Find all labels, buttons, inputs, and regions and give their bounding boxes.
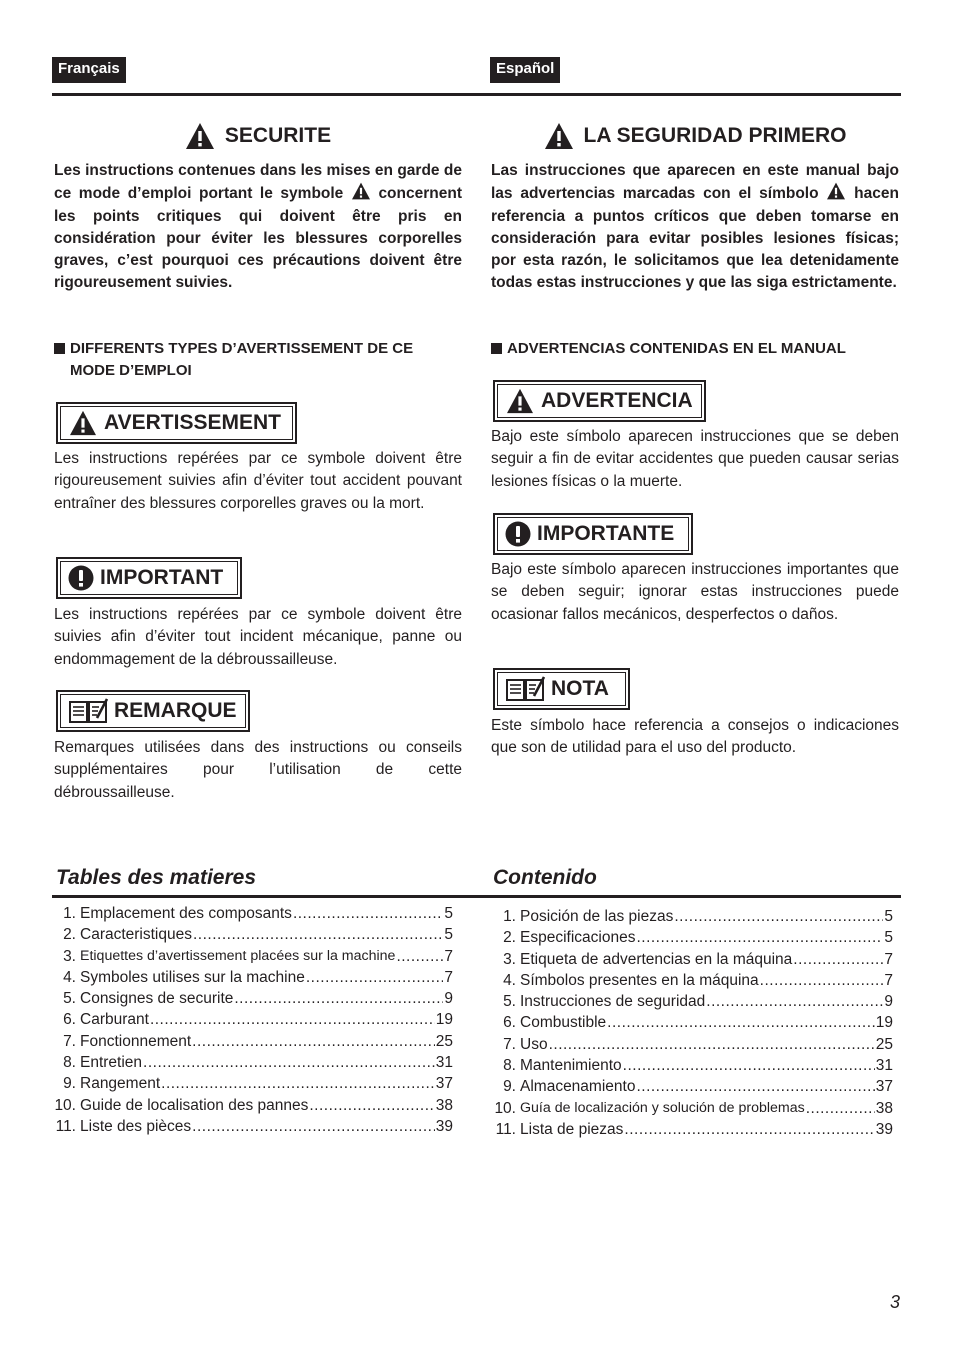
toc-entry-label: Entretien (80, 1054, 143, 1072)
toc-entry (490, 970, 893, 991)
importante-label: IMPORTANTE (537, 522, 675, 545)
toc-leader-dots (306, 967, 444, 988)
toc-leader-dots (793, 949, 883, 970)
page-number: 3 (889, 1292, 900, 1312)
open-book-note-icon (505, 676, 545, 702)
toc-entry-label: Etiquettes d’avertissement placées sur la machine (80, 947, 396, 964)
french-note-text: Remarques utilisées dans des instructions ou conseils supplémentaires pour l’utilisation de cette débroussailleuse. (54, 739, 462, 801)
spanish-intro-text-b: hacen referencia a puntos críticos que deben tomarse en consideración para evitar posibles lesiones físicas; por esta razón, le solicitamos que lea detenidamente todas estas instrucciones y que las siga estrictamente. (491, 185, 899, 292)
toc-entry-number: 1. (503, 908, 516, 925)
spanish-intro-text-a: Las instrucciones que aparecen en este manual bajo las advertencias marcadas con el símbolo (491, 162, 899, 203)
toc-entry-label: Uso (520, 1035, 548, 1053)
spanish-safety-title-text: LA SEGURIDAD PRIMERO (583, 124, 847, 147)
toc-leader-dots (161, 1073, 435, 1094)
toc-entry-number: 10. (54, 1096, 76, 1114)
toc-spanish-list (490, 906, 893, 1140)
toc-leader-dots (624, 1119, 874, 1140)
toc-entry (50, 1073, 453, 1094)
toc-entry-label: Etiqueta de advertencias en la máquina (520, 950, 793, 968)
toc-leader-dots (623, 1055, 875, 1076)
toc-entry (50, 1052, 453, 1073)
french-intro-text-b: concernent les points critiques qui doivent être pris en considération pour éviter les blessures corporelles graves, c’est pourquoi ces précautions doivent être rigoureusement suivies. (54, 185, 462, 292)
french-intro (54, 160, 462, 295)
toc-entry (490, 1098, 893, 1119)
warning-triangle-icon (185, 122, 215, 150)
toc-entry (50, 946, 453, 967)
toc-entry-page: 5 (444, 926, 453, 944)
warning-triangle-icon-inline (826, 182, 846, 200)
toc-entry-page: 7 (444, 947, 453, 965)
toc-entry-number: 11. (495, 1120, 516, 1138)
toc-entry-number: 5. (503, 993, 516, 1011)
toc-entry-page: 5 (884, 908, 893, 925)
spanish-warning-description (491, 426, 899, 493)
toc-leader-dots (674, 906, 883, 927)
toc-entry-number: 2. (503, 929, 516, 947)
toc-entry (490, 1076, 893, 1097)
spanish-section-heading (491, 338, 899, 360)
toc-entry-page: 38 (435, 1096, 453, 1114)
toc-entry (50, 1009, 453, 1030)
toc-entry (50, 924, 453, 945)
toc-entry-number: 6. (63, 1011, 76, 1029)
toc-entry (50, 967, 453, 988)
spanish-warning-text: Bajo este símbolo aparecen instrucciones que se deben seguir a fin de evitar accidentes que pueden causar serias lesiones físicas o la muerte. (491, 428, 899, 490)
toc-leader-dots (396, 946, 443, 967)
toc-entry-label: Símbolos presentes en la máquina (520, 971, 759, 989)
toc-entry-page: 25 (435, 1032, 453, 1050)
toc-entry-page: 39 (435, 1117, 453, 1135)
toc-entry-page: 9 (444, 990, 453, 1008)
toc-entry-number: 3. (503, 950, 516, 968)
toc-entry (490, 1119, 893, 1140)
spanish-section-heading-text: ADVERTENCIAS CONTENIDAS EN EL MANUAL (507, 340, 846, 357)
importante-label-box (493, 513, 693, 555)
language-tag-spanish: Español (490, 57, 560, 83)
toc-entry-label: Combustible (520, 1014, 607, 1032)
toc-entry-label: Emplacement des composants (80, 905, 292, 922)
advertencia-label-box (493, 380, 706, 422)
toc-entry-number: 8. (503, 1057, 516, 1075)
toc-entry-label: Lista de piezas (520, 1120, 624, 1138)
toc-entry-number: 3. (63, 947, 76, 965)
important-label: IMPORTANT (100, 566, 224, 589)
toc-entry-number: 11. (55, 1117, 76, 1135)
french-warning-description (54, 448, 462, 515)
important-label-box (56, 557, 242, 599)
toc-spanish-title: Contenido (493, 866, 597, 889)
toc-entry-page: 39 (875, 1120, 893, 1138)
toc-entry-number: 9. (63, 1075, 76, 1093)
spanish-note-description (491, 715, 899, 760)
toc-leader-dots (293, 903, 443, 924)
toc-leader-dots (192, 1031, 435, 1052)
toc-entry (50, 1116, 453, 1137)
toc-entry-page: 7 (444, 968, 453, 986)
french-intro-text-a: Les instructions contenues dans les mises en garde de ce mode d’emploi portant le symbole (54, 162, 462, 203)
french-safety-title-text: SECURITE (224, 124, 332, 147)
toc-entry-page: 9 (884, 993, 893, 1011)
toc-entry-label: Carburant (80, 1011, 149, 1029)
language-tag-french: Français (52, 57, 126, 83)
toc-entry (490, 927, 893, 948)
advertencia-label: ADVERTENCIA (541, 389, 693, 412)
toc-leader-dots (192, 1116, 435, 1137)
spanish-important-description (491, 559, 899, 626)
toc-entry-number: 4. (63, 968, 76, 986)
french-section-heading-text: DIFFERENTS TYPES D’AVERTISSEMENT DE CE MODE D’EMPLOI (70, 340, 414, 379)
toc-entry-number: 9. (503, 1078, 516, 1096)
toc-entry (490, 1012, 893, 1033)
toc-entry (50, 1095, 453, 1116)
french-safety-title (54, 120, 462, 152)
toc-entry-label: Almacenamiento (520, 1078, 636, 1096)
toc-leader-dots (760, 970, 884, 991)
warning-triangle-icon (68, 410, 98, 436)
toc-leader-dots (309, 1095, 434, 1116)
remarque-label: REMARQUE (114, 699, 237, 722)
toc-entry-number: 10. (494, 1099, 516, 1117)
warning-triangle-icon-inline (351, 182, 371, 200)
french-safety-section (54, 120, 462, 295)
toc-entry (50, 988, 453, 1009)
toc-french-title: Tables des matieres (56, 866, 256, 889)
spanish-warning-types-heading (491, 338, 899, 360)
spanish-safety-section (491, 120, 899, 295)
toc-entry-label: Consignes de securite (80, 990, 234, 1008)
toc-entry (490, 1034, 893, 1055)
toc-entry-label: Fonctionnement (80, 1032, 192, 1050)
french-warning-text: Les instructions repérées par ce symbole doivent être rigoureusement suivies afin d’éviter tout accident pouvant entraîner des blessures corporelles graves ou la mort. (54, 450, 462, 512)
toc-rule (52, 895, 901, 898)
toc-entry-page: 25 (875, 1035, 893, 1053)
toc-entry-number: 1. (63, 905, 76, 922)
toc-leader-dots (806, 1098, 875, 1119)
toc-entry-label: Caracteristiques (80, 926, 192, 944)
toc-leader-dots (636, 927, 883, 948)
avertissement-label: AVERTISSEMENT (104, 411, 281, 434)
spanish-note-text: Este símbolo hace referencia a consejos o indicaciones que son de utilidad para el uso del producto. (491, 717, 899, 757)
exclamation-circle-icon (68, 565, 94, 591)
nota-label-box (493, 668, 630, 710)
toc-entry-number: 6. (503, 1014, 516, 1032)
open-book-note-icon (68, 698, 108, 724)
toc-entry-page: 37 (435, 1075, 453, 1093)
french-warning-types-heading (54, 338, 462, 382)
spanish-important-text: Bajo este símbolo aparecen instrucciones importantes que se deben seguir; ignorar estas instrucciones puede ocasionar fallos mecánicos, desperfectos o daños. (491, 561, 899, 623)
warning-triangle-icon (544, 122, 574, 150)
toc-entry (490, 1055, 893, 1076)
toc-entry-label: Mantenimiento (520, 1057, 622, 1075)
toc-entry-page: 31 (435, 1054, 453, 1072)
toc-entry-label: Guide de localisation des pannes (80, 1096, 309, 1114)
toc-leader-dots (636, 1076, 874, 1097)
spanish-safety-title (491, 120, 899, 152)
square-bullet-icon (491, 343, 502, 354)
french-important-description (54, 604, 462, 671)
toc-entry (490, 991, 893, 1012)
toc-entry (490, 949, 893, 970)
toc-entry-page: 5 (884, 929, 893, 947)
french-important-text: Les instructions repérées par ce symbole doivent être suivies afin d’éviter tout incident mécanique, panne ou endommagement de la débroussailleuse. (54, 606, 462, 668)
toc-entry-page: 7 (884, 971, 893, 989)
toc-entry-page: 19 (875, 1014, 893, 1032)
toc-entry-page: 37 (875, 1078, 893, 1096)
toc-entry-page: 5 (444, 905, 453, 922)
toc-leader-dots (706, 991, 883, 1012)
toc-entry-label: Instrucciones de seguridad (520, 993, 706, 1011)
toc-leader-dots (193, 924, 443, 945)
toc-entry (50, 903, 453, 924)
spanish-intro (491, 160, 899, 295)
toc-leader-dots (150, 1009, 435, 1030)
french-note-description (54, 737, 462, 804)
toc-entry-number: 7. (503, 1035, 516, 1053)
exclamation-circle-icon (505, 521, 531, 547)
toc-leader-dots (234, 988, 443, 1009)
toc-entry-page: 19 (435, 1011, 453, 1029)
warning-triangle-icon (505, 388, 535, 414)
toc-entry-label: Guía de localización y solución de problemas (520, 1099, 805, 1116)
remarque-label-box (56, 690, 250, 732)
french-section-heading (54, 338, 462, 382)
toc-entry-page: 38 (875, 1099, 893, 1117)
toc-entry (490, 906, 893, 927)
toc-french-list (50, 903, 453, 1137)
header-rule (52, 93, 901, 96)
toc-leader-dots (607, 1012, 875, 1033)
toc-entry-number: 5. (63, 990, 76, 1008)
toc-entry-number: 4. (503, 971, 516, 989)
toc-entry-label: Posición de las piezas (520, 908, 674, 925)
toc-entry-label: Especificaciones (520, 929, 636, 947)
toc-leader-dots (549, 1034, 875, 1055)
toc-entry-number: 8. (63, 1054, 76, 1072)
nota-label: NOTA (551, 677, 609, 700)
toc-leader-dots (143, 1052, 435, 1073)
toc-entry-label: Liste des pièces (80, 1117, 192, 1135)
square-bullet-icon (54, 343, 65, 354)
toc-entry-label: Rangement (80, 1075, 161, 1093)
toc-entry-label: Symboles utilises sur la machine (80, 968, 305, 986)
toc-entry-number: 2. (63, 926, 76, 944)
toc-entry (50, 1031, 453, 1052)
toc-entry-number: 7. (63, 1032, 76, 1050)
toc-entry-page: 31 (875, 1057, 893, 1075)
toc-entry-page: 7 (884, 950, 893, 968)
avertissement-label-box (56, 402, 297, 444)
